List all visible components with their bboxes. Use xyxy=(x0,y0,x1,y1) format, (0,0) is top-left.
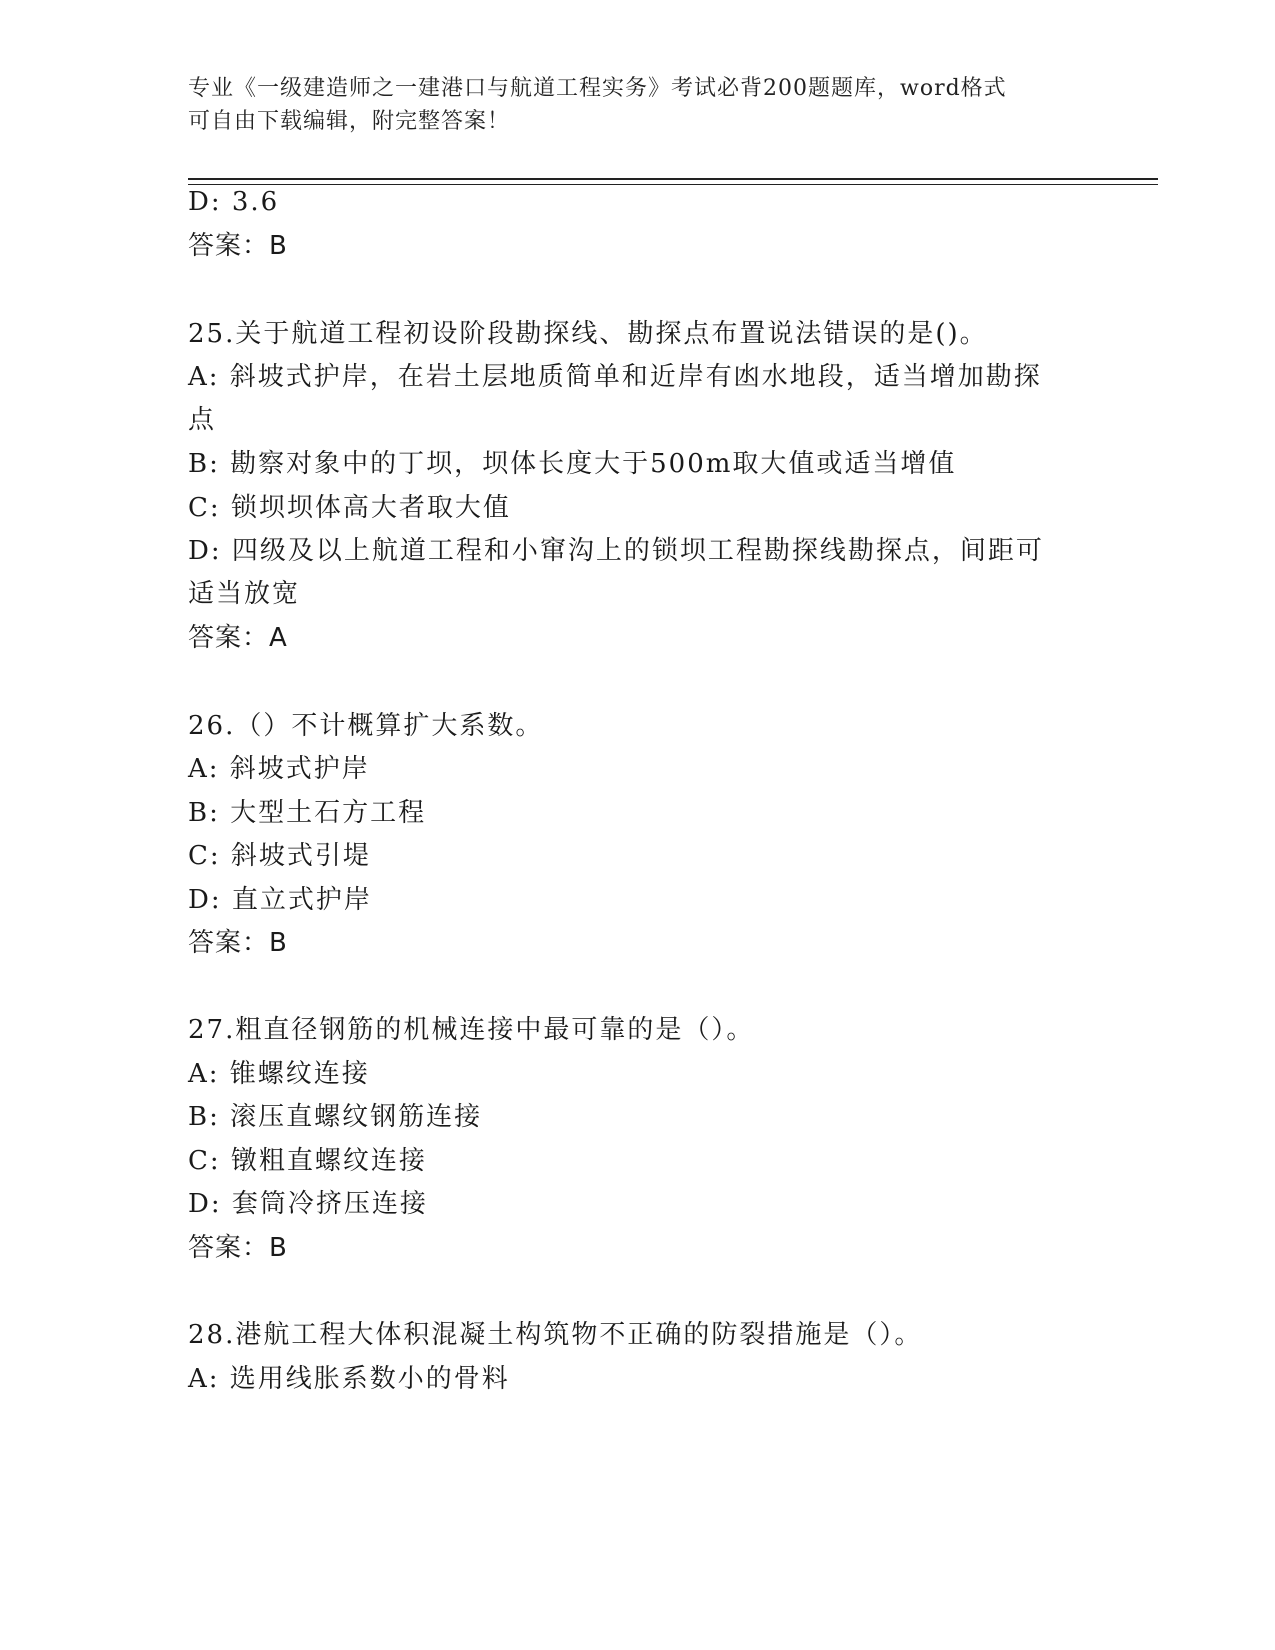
header-divider-thick xyxy=(188,178,1158,180)
q25-option-a-line-2: 点 xyxy=(188,405,217,435)
q27-option-a: A: 锥螺纹连接 xyxy=(188,1059,370,1089)
q25-option-d-line-1: D: 四级及以上航道工程和小窜沟上的锁坝工程勘探线勘探点，间距可 xyxy=(188,536,1044,566)
q25-answer: 答案：A xyxy=(188,623,288,653)
document-header xyxy=(188,72,1068,138)
q25-option-d-line-2: 适当放宽 xyxy=(188,579,301,609)
header-title-line-2: 可自由下载编辑，附完整答案！ xyxy=(188,109,511,134)
q26-option-a: A: 斜坡式护岸 xyxy=(188,754,370,784)
q27-option-c: C: 镦粗直螺纹连接 xyxy=(188,1146,427,1176)
q27-stem: 27.粗直径钢筋的机械连接中最可靠的是（）。 xyxy=(188,1015,755,1045)
q26-option-b: B: 大型土石方工程 xyxy=(188,798,427,828)
q27-option-d: D: 套筒冷挤压连接 xyxy=(188,1189,428,1219)
prev-answer: 答案：B xyxy=(188,231,288,261)
q25-option-c: C: 锁坝坝体高大者取大值 xyxy=(188,493,511,523)
prev-option-d: D: 3.6 xyxy=(188,187,280,217)
q26-option-d: D: 直立式护岸 xyxy=(188,885,372,915)
q25-option-a-line-1: A: 斜坡式护岸，在岩土层地质简单和近岸有凼水地段，适当增加勘探 xyxy=(188,362,1042,392)
header-divider-thin xyxy=(188,184,1158,185)
q27-option-b: B: 滚压直螺纹钢筋连接 xyxy=(188,1102,483,1132)
q25-option-b: B: 勘察对象中的丁坝，坝体长度大于500m取大值或适当增值 xyxy=(188,449,957,479)
header-title-line-1: 专业《一级建造师之一建港口与航道工程实务》考试必背200题题库，word格式 xyxy=(188,76,1007,101)
q26-answer: 答案：B xyxy=(188,928,288,958)
q25-stem: 25.关于航道工程初设阶段勘探线、勘探点布置说法错误的是()。 xyxy=(188,319,988,349)
q28-stem: 28.港航工程大体积混凝土构筑物不正确的防裂措施是（）。 xyxy=(188,1320,923,1350)
q27-answer: 答案：B xyxy=(188,1233,288,1263)
q26-stem: 26.（）不计概算扩大系数。 xyxy=(188,711,544,741)
q26-option-c: C: 斜坡式引堤 xyxy=(188,841,371,871)
q28-option-a: A: 选用线胀系数小的骨料 xyxy=(188,1364,510,1394)
